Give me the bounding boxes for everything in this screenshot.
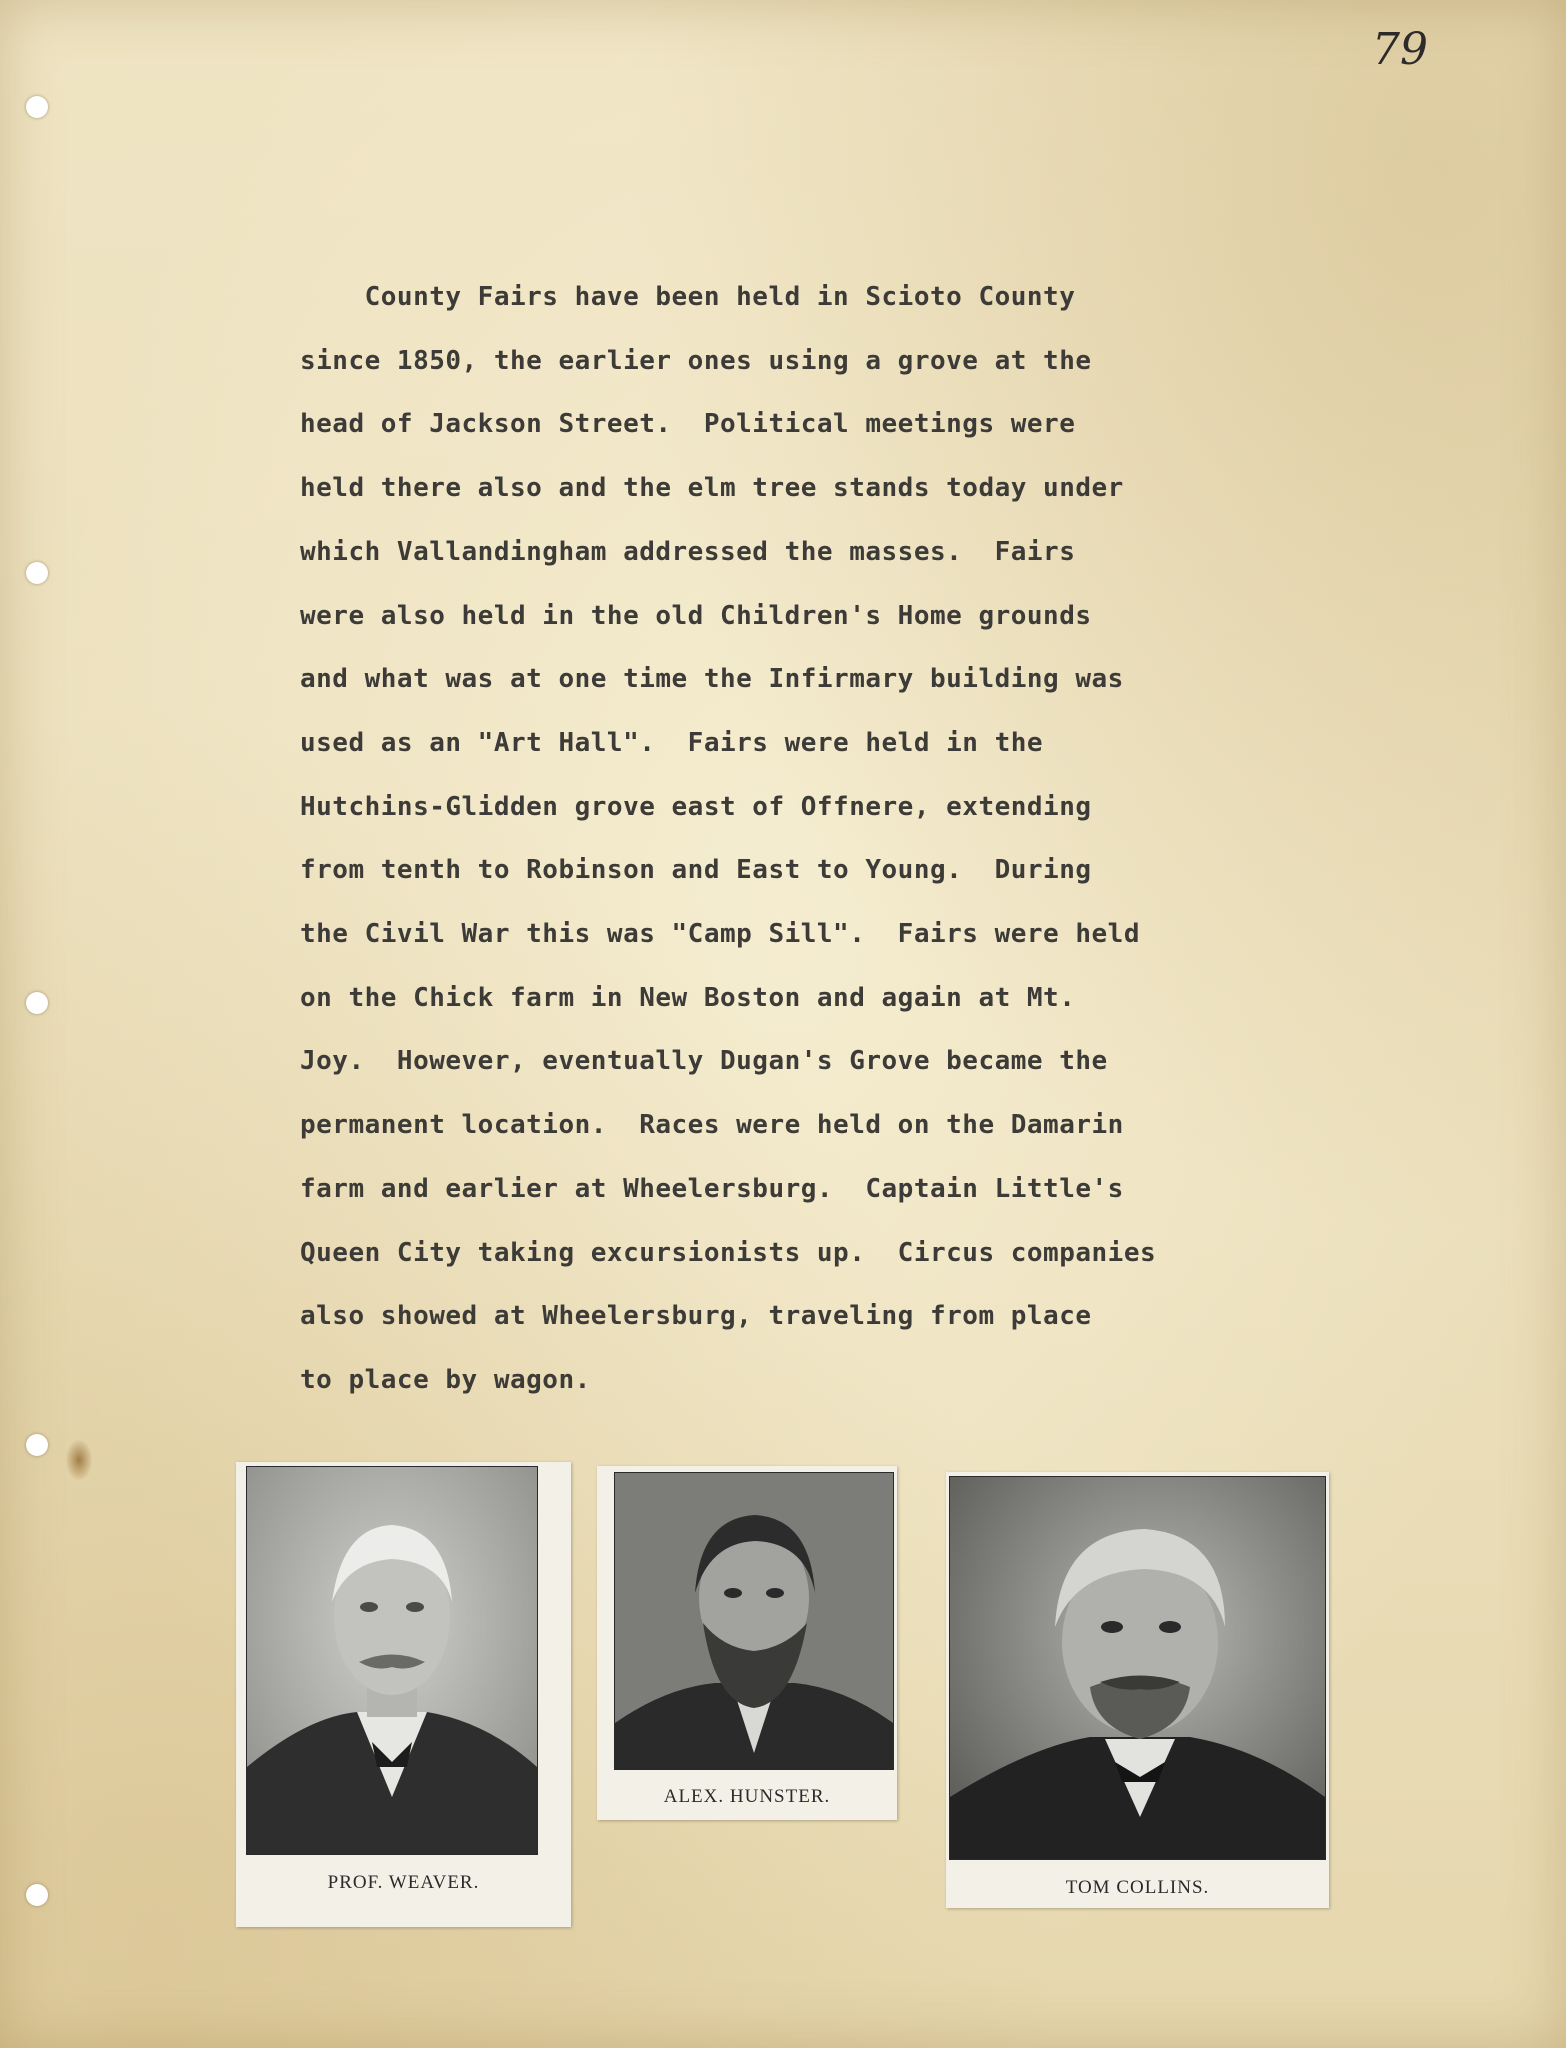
portrait-clipping-collins: [946, 1472, 1329, 1908]
portrait-caption: ALEX. HUNSTER.: [663, 1786, 831, 1807]
text-line: and what was at one time the Infirmary building was: [300, 664, 1124, 695]
text-line: Hutchins-Glidden grove east of Offnere, extending: [300, 791, 1092, 822]
portrait-caption: PROF. WEAVER.: [327, 1872, 480, 1893]
typed-paragraph: [300, 266, 1340, 1413]
text-line: used as an "Art Hall". Fairs were held in the: [300, 727, 1044, 758]
portrait-photo: [246, 1466, 538, 1855]
paper-stain: [66, 1440, 92, 1480]
portrait-engraving: [247, 1467, 537, 1854]
text-line: since 1850, the earlier ones using a grove at the: [300, 345, 1092, 376]
text-line: Joy. However, eventually Dugan's Grove became the: [300, 1046, 1108, 1077]
text-line: held there also and the elm tree stands today under: [300, 473, 1124, 504]
text-line: head of Jackson Street. Political meetings were: [300, 409, 1076, 440]
portrait-photo: [614, 1472, 894, 1770]
portrait-clipping-weaver: [236, 1462, 571, 1927]
portrait-engraving: [950, 1477, 1325, 1859]
text-line: Queen City taking excursionists up. Circus companies: [300, 1237, 1157, 1268]
punch-hole: [26, 992, 48, 1014]
text-line: which Vallandingham addressed the masses. Fairs: [300, 536, 1076, 567]
portrait-caption: TOM COLLINS.: [1065, 1877, 1210, 1898]
punch-hole: [26, 562, 48, 584]
text-line: on the Chick farm in New Boston and again at Mt.: [300, 982, 1076, 1013]
portrait-engraving: [615, 1473, 893, 1769]
text-line: also showed at Wheelersburg, traveling from place: [300, 1301, 1092, 1332]
text-line: from tenth to Robinson and East to Young. During: [300, 855, 1092, 886]
page-number: 79: [1372, 24, 1428, 75]
text-line: to place by wagon.: [300, 1364, 591, 1395]
text-line: were also held in the old Children's Home grounds: [300, 600, 1092, 631]
punch-hole: [26, 1884, 48, 1906]
punch-hole: [26, 1434, 48, 1456]
portrait-photo: [949, 1476, 1326, 1860]
punch-hole: [26, 96, 48, 118]
text-line: County Fairs have been held in Scioto County: [300, 282, 1076, 312]
portrait-clipping-hunster: [597, 1466, 897, 1820]
text-line: farm and earlier at Wheelersburg. Captain Little's: [300, 1173, 1124, 1204]
text-line: permanent location. Races were held on the Damarin: [300, 1110, 1124, 1141]
text-line: the Civil War this was "Camp Sill". Fairs were held: [300, 919, 1140, 950]
